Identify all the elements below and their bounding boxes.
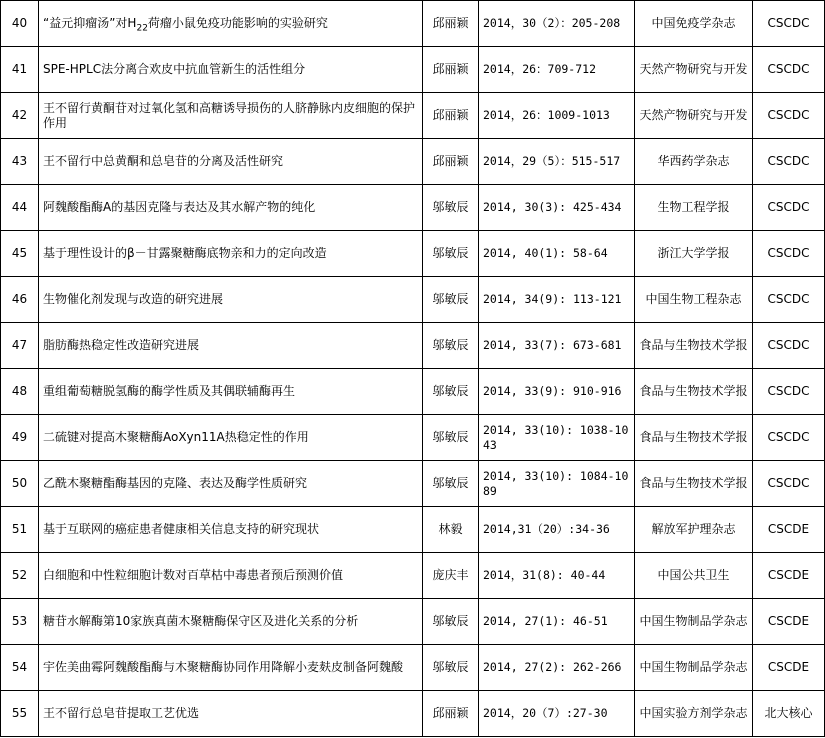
publication-info: 2014, 33(7): 673-681 bbox=[479, 323, 635, 369]
author: 邱丽颖 bbox=[423, 1, 479, 47]
paper-title: 王不留行黄酮苷对过氧化氢和高糖诱导损伤的人脐静脉内皮细胞的保护作用 bbox=[39, 93, 423, 139]
table-row bbox=[1, 47, 825, 93]
table-row bbox=[1, 507, 825, 553]
journal: 中国生物工程杂志 bbox=[635, 277, 753, 323]
index-level: CSCDC bbox=[753, 185, 825, 231]
row-number: 49 bbox=[1, 415, 39, 461]
journal: 中国公共卫生 bbox=[635, 553, 753, 599]
index-level: CSCDC bbox=[753, 369, 825, 415]
author: 邬敏辰 bbox=[423, 323, 479, 369]
author: 邱丽颖 bbox=[423, 691, 479, 737]
paper-title: 王不留行中总黄酮和总皂苷的分离及活性研究 bbox=[39, 139, 423, 185]
journal: 解放军护理杂志 bbox=[635, 507, 753, 553]
index-level: CSCDE bbox=[753, 553, 825, 599]
index-level: CSCDE bbox=[753, 507, 825, 553]
table-row bbox=[1, 415, 825, 461]
paper-title: 脂肪酶热稳定性改造研究进展 bbox=[39, 323, 423, 369]
journal: 华西药学杂志 bbox=[635, 139, 753, 185]
row-number: 48 bbox=[1, 369, 39, 415]
author: 林毅 bbox=[423, 507, 479, 553]
publication-info: 2014, 34(9): 113-121 bbox=[479, 277, 635, 323]
table-row bbox=[1, 231, 825, 277]
index-level: CSCDC bbox=[753, 231, 825, 277]
table-row bbox=[1, 1, 825, 47]
publication-info: 2014, 27(1): 46-51 bbox=[479, 599, 635, 645]
index-level: CSCDC bbox=[753, 139, 825, 185]
table-row bbox=[1, 599, 825, 645]
author: 邬敏辰 bbox=[423, 461, 479, 507]
publication-table-body bbox=[1, 1, 825, 737]
row-number: 45 bbox=[1, 231, 39, 277]
journal: 食品与生物技术学报 bbox=[635, 369, 753, 415]
table-row bbox=[1, 461, 825, 507]
journal: 中国实验方剂学杂志 bbox=[635, 691, 753, 737]
journal: 中国生物制品学杂志 bbox=[635, 645, 753, 691]
publication-info: 2014, 33(10): 1084-1089 bbox=[479, 461, 635, 507]
row-number: 50 bbox=[1, 461, 39, 507]
journal: 中国免疫学杂志 bbox=[635, 1, 753, 47]
publication-info: 2014，29（5）：515-517 bbox=[479, 139, 635, 185]
row-number: 44 bbox=[1, 185, 39, 231]
author: 邬敏辰 bbox=[423, 369, 479, 415]
author: 邬敏辰 bbox=[423, 645, 479, 691]
paper-title: 宇佐美曲霉阿魏酸酯酶与木聚糖酶协同作用降解小麦麸皮制备阿魏酸 bbox=[39, 645, 423, 691]
journal: 食品与生物技术学报 bbox=[635, 323, 753, 369]
index-level: CSCDC bbox=[753, 277, 825, 323]
author: 邱丽颖 bbox=[423, 93, 479, 139]
paper-title-part: “益元抑瘤汤”对H bbox=[43, 16, 137, 30]
table-row bbox=[1, 691, 825, 737]
paper-title: 生物催化剂发现与改造的研究进展 bbox=[39, 277, 423, 323]
paper-title: 白细胞和中性粒细胞计数对百草枯中毒患者预后预测价值 bbox=[39, 553, 423, 599]
author: 庞庆丰 bbox=[423, 553, 479, 599]
paper-title: 基于理性设计的β－甘露聚糖酶底物亲和力的定向改造 bbox=[39, 231, 423, 277]
row-number: 54 bbox=[1, 645, 39, 691]
paper-title: 乙酰木聚糖酯酶基因的克隆、表达及酶学性质研究 bbox=[39, 461, 423, 507]
journal: 浙江大学学报 bbox=[635, 231, 753, 277]
row-number: 40 bbox=[1, 1, 39, 47]
publication-info: 2014，26：1009-1013 bbox=[479, 93, 635, 139]
author: 邱丽颖 bbox=[423, 47, 479, 93]
index-level: CSCDC bbox=[753, 323, 825, 369]
author: 邬敏辰 bbox=[423, 231, 479, 277]
author: 邬敏辰 bbox=[423, 277, 479, 323]
row-number: 43 bbox=[1, 139, 39, 185]
publication-info: 2014，26：709-712 bbox=[479, 47, 635, 93]
row-number: 46 bbox=[1, 277, 39, 323]
table-row bbox=[1, 139, 825, 185]
index-level: CSCDC bbox=[753, 461, 825, 507]
table-row bbox=[1, 553, 825, 599]
author: 邬敏辰 bbox=[423, 415, 479, 461]
journal: 食品与生物技术学报 bbox=[635, 415, 753, 461]
publication-info: 2014, 40(1): 58-64 bbox=[479, 231, 635, 277]
paper-title: 王不留行总皂苷提取工艺优选 bbox=[39, 691, 423, 737]
index-level: CSCDC bbox=[753, 47, 825, 93]
row-number: 41 bbox=[1, 47, 39, 93]
publication-info: 2014, 33(10): 1038-1043 bbox=[479, 415, 635, 461]
index-level: 北大核心 bbox=[753, 691, 825, 737]
table-row bbox=[1, 185, 825, 231]
publication-info: 2014,31（20）:34-36 bbox=[479, 507, 635, 553]
paper-title: 二硫键对提高木聚糖酶AoXyn11A热稳定性的作用 bbox=[39, 415, 423, 461]
row-number: 52 bbox=[1, 553, 39, 599]
row-number: 47 bbox=[1, 323, 39, 369]
index-level: CSCDE bbox=[753, 645, 825, 691]
row-number: 53 bbox=[1, 599, 39, 645]
publication-info: 2014，20（7）:27-30 bbox=[479, 691, 635, 737]
table-row bbox=[1, 93, 825, 139]
publication-info: 2014, 27(2): 262-266 bbox=[479, 645, 635, 691]
row-number: 55 bbox=[1, 691, 39, 737]
author: 邱丽颖 bbox=[423, 139, 479, 185]
journal: 中国生物制品学杂志 bbox=[635, 599, 753, 645]
paper-title: SPE-HPLC法分离合欢皮中抗血管新生的活性组分 bbox=[39, 47, 423, 93]
journal: 食品与生物技术学报 bbox=[635, 461, 753, 507]
index-level: CSCDE bbox=[753, 599, 825, 645]
index-level: CSCDC bbox=[753, 93, 825, 139]
journal: 天然产物研究与开发 bbox=[635, 93, 753, 139]
paper-title: 阿魏酸酯酶A的基因克隆与表达及其水解产物的纯化 bbox=[39, 185, 423, 231]
table-row bbox=[1, 323, 825, 369]
paper-title bbox=[39, 1, 423, 47]
row-number: 42 bbox=[1, 93, 39, 139]
index-level: CSCDC bbox=[753, 1, 825, 47]
publication-info: 2014, 30(3): 425-434 bbox=[479, 185, 635, 231]
paper-title: 基于互联网的癌症患者健康相关信息支持的研究现状 bbox=[39, 507, 423, 553]
paper-title: 糖苷水解酶第10家族真菌木聚糖酶保守区及进化关系的分析 bbox=[39, 599, 423, 645]
paper-title-part: 荷瘤小鼠免疫功能影响的实验研究 bbox=[147, 16, 328, 30]
index-level: CSCDC bbox=[753, 415, 825, 461]
table-row bbox=[1, 277, 825, 323]
author: 邬敏辰 bbox=[423, 185, 479, 231]
publication-info: 2014, 33(9): 910-916 bbox=[479, 369, 635, 415]
paper-title-subscript: 22 bbox=[136, 23, 148, 34]
journal: 天然产物研究与开发 bbox=[635, 47, 753, 93]
author: 邬敏辰 bbox=[423, 599, 479, 645]
publication-info: 2014，31(8): 40-44 bbox=[479, 553, 635, 599]
journal: 生物工程学报 bbox=[635, 185, 753, 231]
paper-title: 重组葡萄糖脱氢酶的酶学性质及其偶联辅酶再生 bbox=[39, 369, 423, 415]
table-row bbox=[1, 645, 825, 691]
row-number: 51 bbox=[1, 507, 39, 553]
table-row bbox=[1, 369, 825, 415]
publication-info: 2014，30（2）：205-208 bbox=[479, 1, 635, 47]
